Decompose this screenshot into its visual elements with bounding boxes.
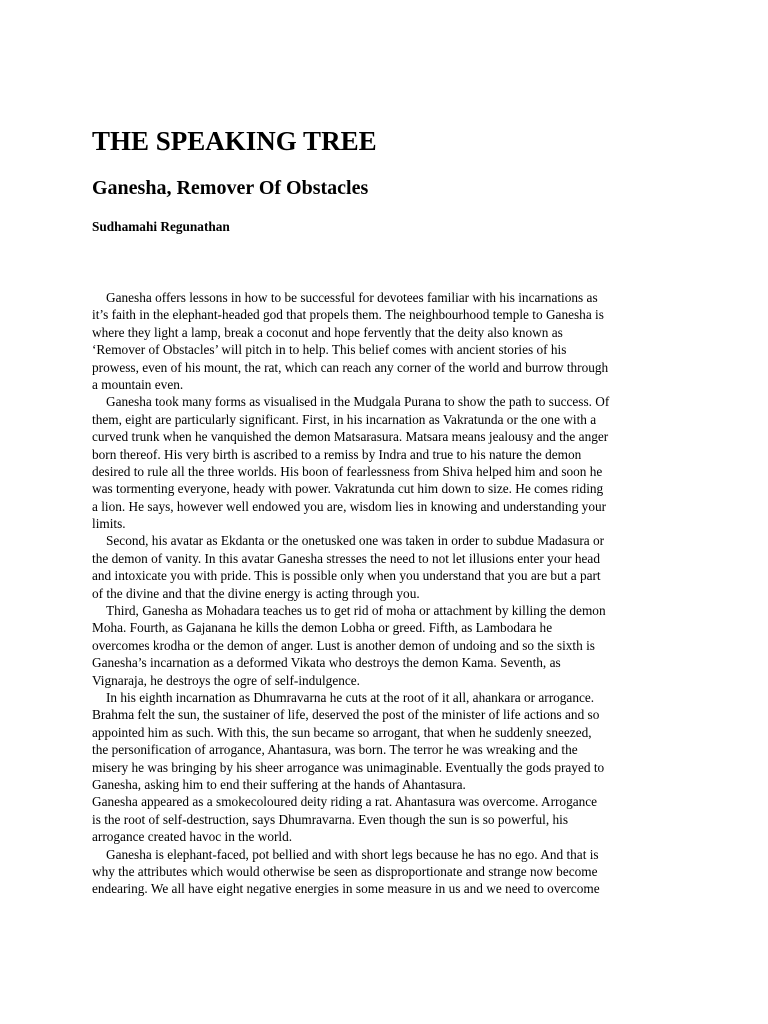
body-text-line: misery he was bringing by his sheer arrogance was unimaginable. Eventually the gods prayed to — [92, 759, 605, 775]
document-title: THE SPEAKING TREE — [92, 126, 377, 156]
body-text-line: limits. — [92, 516, 126, 532]
body-text-line: a lion. He says, however well endowed you are, wisdom lies in knowing and understanding your — [92, 498, 607, 514]
body-text-line: them, eight are particularly significant. First, in his incarnation as Vakratunda or the one with a — [92, 411, 597, 427]
body-text-line: curved trunk when he vanquished the demon Matsarasura. Matsara means jealousy and the anger — [92, 429, 609, 445]
body-text-line: Brahma felt the sun, the sustainer of life, deserved the post of the minister of life actions and so — [92, 707, 600, 723]
body-text-line: Ganesha is elephant-faced, pot bellied and with short legs because he has no ego. And that is — [106, 846, 599, 862]
body-text-line: Ganesha took many forms as visualised in the Mudgala Purana to show the path to success. Of — [106, 394, 610, 410]
body-text-line: it’s faith in the elephant-headed god that propels them. The neighbourhood temple to Ganesha is — [92, 307, 604, 323]
body-text-line: Ganesha’s incarnation as a deformed Vikata who destroys the demon Kama. Seventh, as — [92, 655, 561, 671]
body-text-line: where they light a lamp, break a coconut and hope fervently that the deity also known as — [92, 324, 563, 340]
body-text-line: Second, his avatar as Ekdanta or the onetusked one was taken in order to subdue Madasura or — [106, 533, 605, 549]
article-body — [92, 289, 682, 898]
body-text-line: is the root of self-destruction, says Dhumravarna. Even though the sun is so powerful, his — [92, 811, 569, 827]
body-text-line: Moha. Fourth, as Gajanana he kills the demon Lobha or greed. Fifth, as Lambodara he — [92, 620, 553, 636]
article-subtitle: Ganesha, Remover Of Obstacles — [92, 177, 369, 199]
author-byline: Sudhamahi Regunathan — [92, 219, 230, 234]
body-text-line: was tormenting everyone, heady with power. Vakratunda cut him down to size. He comes riding — [92, 481, 604, 497]
body-text-line: a mountain even. — [92, 376, 184, 392]
body-text-line: the personification of arrogance, Ahantasura, was born. The terror he was wreaking and the — [92, 742, 578, 758]
body-text-line: In his eighth incarnation as Dhumravarna he cuts at the root of it all, ahankara or arrogance. — [106, 689, 595, 705]
body-text-line: Ganesha offers lessons in how to be successful for devotees familiar with his incarnations as — [106, 290, 598, 305]
body-text-line: arrogance created havoc in the world. — [92, 829, 293, 845]
body-text-line: Ganesha appeared as a smokecoloured deity riding a rat. Ahantasura was overcome. Arrogance — [92, 794, 598, 810]
body-text-line: Vignaraja, he destroys the ogre of self-indulgence. — [92, 672, 360, 688]
body-text-line: overcomes krodha or the demon of anger. Lust is another demon of undoing and so the sixth is — [92, 637, 595, 653]
body-text-line: and intoxicate you with pride. This is possible only when you understand that you are but a part — [92, 568, 601, 584]
body-text-line: born thereof. His very birth is ascribed to a remiss by Indra and true to his nature the demon — [92, 446, 582, 462]
body-text-line: Ganesha, asking him to end their suffering at the hands of Ahantasura. — [92, 776, 466, 792]
body-text-line: appointed him as such. With this, the sun became so arrogant, that when he suddenly sneezed, — [92, 724, 592, 740]
body-text-line: prowess, even of his mount, the rat, which can reach any corner of the world and burrow through — [92, 359, 609, 375]
body-text-line: of the divine and that the divine energy is acting through you. — [92, 585, 420, 601]
body-text-line: ‘Remover of Obstacles’ will pitch in to help. This belief comes with ancient stories of his — [92, 342, 567, 358]
body-text-line: endearing. We all have eight negative energies in some measure in us and we need to overcome — [92, 881, 600, 897]
body-text-line: the demon of vanity. In this avatar Ganesha stresses the need to not let illusions enter your head — [92, 550, 600, 566]
body-text-line: why the attributes which would otherwise be seen as disproportionate and strange now become — [92, 863, 598, 879]
body-text-line: Third, Ganesha as Mohadara teaches us to get rid of moha or attachment by killing the demon — [106, 603, 606, 619]
body-text-line: desired to rule all the three worlds. His boon of fearlessness from Shiva helped him and soon he — [92, 463, 603, 479]
